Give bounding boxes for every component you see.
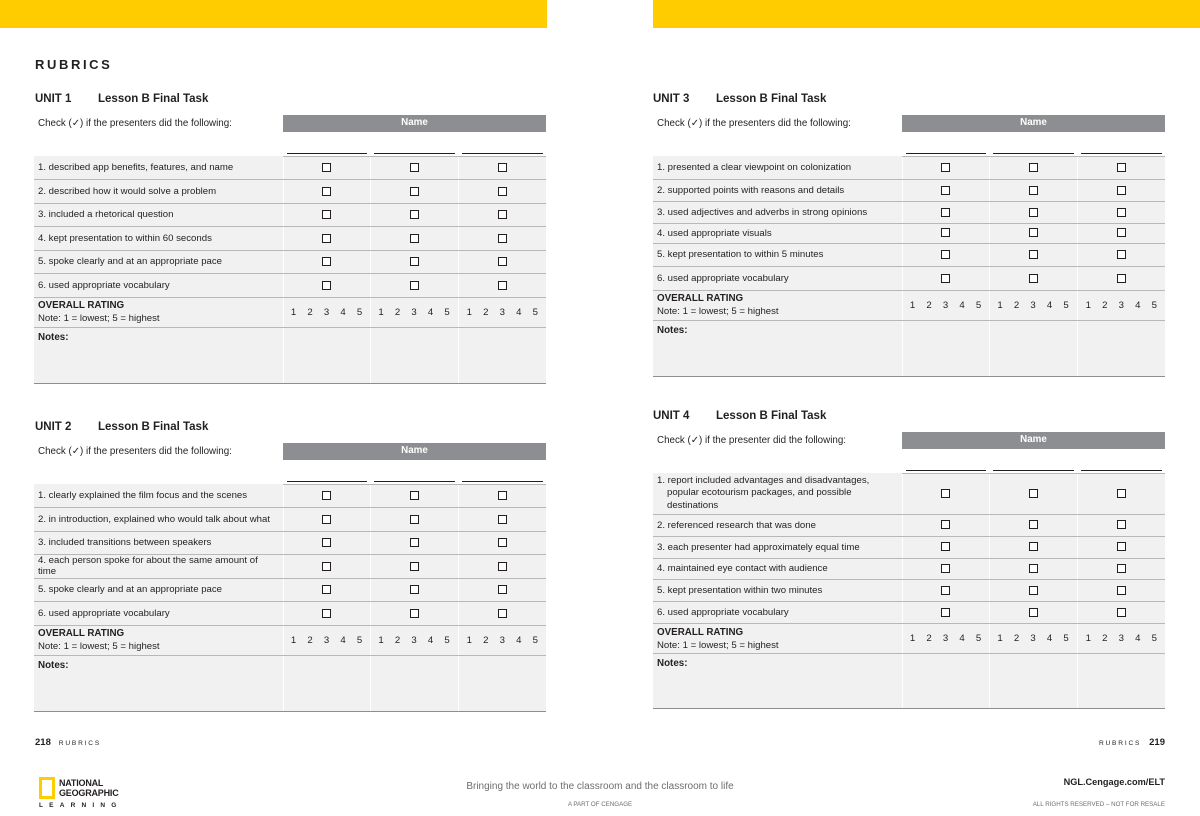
page-number: 219 [1149,737,1165,748]
notes-field[interactable] [989,654,1077,709]
checkbox[interactable] [1117,608,1126,617]
rating-scale[interactable]: 1 2 3 4 5 [378,306,450,318]
checkbox[interactable] [1117,274,1126,283]
checkbox[interactable] [410,609,419,618]
presenter-name-line[interactable] [374,136,455,154]
checkbox[interactable] [1117,542,1126,551]
rating-note: Note: 1 = lowest; 5 = highest [38,313,160,324]
rating-note: Note: 1 = lowest; 5 = highest [657,639,779,651]
checkbox[interactable] [1029,250,1038,259]
page-section-label: RUBRICS [58,740,102,747]
checkbox[interactable] [1029,520,1038,529]
checkbox[interactable] [498,257,507,266]
checkbox[interactable] [410,187,419,196]
rating-scale[interactable]: 1 2 3 4 5 [290,306,363,318]
checkbox[interactable] [498,538,507,547]
criterion-text: 5. spoke clearly and at an appropriate pace [34,578,283,602]
unit-3-rubric [653,115,1165,377]
overall-rating-label: OVERALL RATING [38,628,125,639]
checkbox[interactable] [410,491,419,500]
rating-note: Note: 1 = lowest; 5 = highest [38,641,160,652]
checkbox[interactable] [1029,586,1038,595]
checkbox[interactable] [410,281,419,290]
checkbox[interactable] [410,257,419,266]
rating-scale[interactable]: 1 2 3 4 5 [378,634,450,646]
top-yellow-bar-left [0,0,547,28]
unit-2-title [35,421,208,433]
website-link[interactable]: NGL.Cengage.com/ELT [1063,777,1165,787]
rubric-instruction: Check (✓) if the presenters did the following: [34,443,283,484]
unit-label: UNIT 3 [653,93,690,105]
rating-scale[interactable]: 1 2 3 4 5 [909,299,982,311]
lesson-label: Lesson B Final Task [716,410,827,422]
criterion-text: 3. included transitions between speakers [34,531,283,555]
checkbox[interactable] [941,228,950,237]
criterion-text: 5. spoke clearly and at an appropriate pace [34,250,283,274]
checkbox[interactable] [941,586,950,595]
rating-scale[interactable]: 1 2 3 4 5 [1085,633,1157,644]
checkbox[interactable] [498,609,507,618]
presenter-name-line[interactable] [462,136,544,154]
checkbox[interactable] [941,250,950,259]
checkbox[interactable] [1117,564,1126,573]
overall-rating-label: OVERALL RATING [38,300,125,311]
criterion-text: 6. used appropriate vocabulary [653,267,902,291]
presenter-name-line[interactable] [1081,136,1163,154]
notes-label: Notes: [38,331,69,343]
criterion-text: 3. used adjectives and adverbs in strong opinions [653,202,902,224]
notes-field[interactable] [1077,320,1165,376]
criterion-text: 6. used appropriate vocabulary [34,602,283,626]
criterion-text: 1. described app benefits, features, and name [34,156,283,180]
unit-1-title [35,93,208,105]
checkbox[interactable] [410,163,419,172]
presenter-name-line[interactable] [993,136,1074,154]
checkbox[interactable] [322,585,331,594]
notes-field[interactable] [902,654,989,709]
checkbox[interactable] [1029,274,1038,283]
name-header: Name [283,443,546,460]
criterion-text: 2. in introduction, explained who would talk about what [34,508,283,532]
criterion-text: 3. included a rhetorical question [34,203,283,227]
unit-label: UNIT 1 [35,93,72,105]
top-yellow-bar-right [653,0,1200,28]
checkbox[interactable] [498,163,507,172]
checkbox[interactable] [1117,186,1126,195]
checkbox[interactable] [322,609,331,618]
presenter-name-line[interactable] [906,453,986,471]
checkbox[interactable] [941,542,950,551]
criterion-text: 5. kept presentation to within 5 minutes [653,243,902,267]
checkbox[interactable] [1117,163,1126,172]
checkbox[interactable] [498,491,507,500]
checkbox[interactable] [1117,250,1126,259]
checkbox[interactable] [1029,489,1038,498]
presenter-name-line[interactable] [906,136,986,154]
notes-field[interactable] [370,327,458,383]
notes-label: Notes: [657,324,688,336]
checkbox[interactable] [941,608,950,617]
checkbox[interactable] [410,210,419,219]
criterion-text: 4. kept presentation to within 60 seconds [34,227,283,251]
checkbox[interactable] [1029,608,1038,617]
rating-scale[interactable]: 1 2 3 4 5 [466,634,538,646]
criterion-text: 6. used appropriate vocabulary [34,274,283,298]
checkbox[interactable] [1029,163,1038,172]
checkbox[interactable] [1029,542,1038,551]
checkbox[interactable] [498,515,507,524]
checkbox[interactable] [941,274,950,283]
checkbox[interactable] [322,515,331,524]
checkbox[interactable] [498,585,507,594]
checkbox[interactable] [1117,586,1126,595]
checkbox[interactable] [410,538,419,547]
checkbox[interactable] [1029,208,1038,217]
notes-field[interactable] [989,320,1077,376]
checkbox[interactable] [1029,186,1038,195]
overall-rating-label: OVERALL RATING [657,293,744,304]
unit-4-rubric [653,432,1165,709]
criterion-text: 3. each presenter had approximately equal time [653,536,902,558]
checkbox[interactable] [322,187,331,196]
notes-label: Notes: [657,658,688,669]
checkbox[interactable] [498,562,507,571]
rating-scale[interactable]: 1 2 3 4 5 [997,299,1069,311]
checkbox[interactable] [410,234,419,243]
presenter-name-line[interactable] [1081,453,1163,471]
presenter-name-line[interactable] [993,453,1074,471]
checkbox[interactable] [498,234,507,243]
unit-1-rubric [34,115,546,384]
left-page-footer [35,737,101,748]
rating-scale[interactable]: 1 2 3 4 5 [1085,299,1157,311]
checkbox[interactable] [941,186,950,195]
checkbox[interactable] [498,281,507,290]
rating-scale[interactable]: 1 2 3 4 5 [290,634,363,646]
presenter-name-line[interactable] [287,464,367,482]
checkbox[interactable] [322,562,331,571]
checkbox[interactable] [941,163,950,172]
checkbox[interactable] [1117,489,1126,498]
checkbox[interactable] [322,257,331,266]
logo-wordmark: NATIONAL GEOGRAPHIC [59,778,119,798]
name-header: Name [902,115,1165,132]
checkbox[interactable] [941,489,950,498]
unit-3-title [653,93,826,105]
rating-note: Note: 1 = lowest; 5 = highest [657,306,779,317]
notes-field[interactable] [458,327,546,383]
page-number: 218 [35,737,51,748]
checkbox[interactable] [941,520,950,529]
criterion-text: 6. used appropriate vocabulary [653,602,902,624]
rating-scale[interactable]: 1 2 3 4 5 [909,633,982,644]
checkbox[interactable] [941,564,950,573]
checkbox[interactable] [498,187,507,196]
tagline: Bringing the world to the classroom and the classroom to life [466,781,734,792]
checkbox[interactable] [410,562,419,571]
checkbox[interactable] [941,208,950,217]
cengage-note: A PART OF CENGAGE [567,801,633,808]
criterion-text: 2. referenced research that was done [653,514,902,536]
checkbox[interactable] [410,515,419,524]
unit-2-rubric [34,443,546,712]
rubric-instruction: Check (✓) if the presenter did the following: [653,432,902,473]
criterion-text: 1. clearly explained the film focus and the scenes [34,484,283,508]
checkbox[interactable] [322,234,331,243]
name-header: Name [902,432,1165,449]
overall-rating-label: OVERALL RATING [657,626,744,638]
notes-field[interactable] [902,320,989,376]
criterion-text: 5. kept presentation within two minutes [653,580,902,602]
notes-field[interactable] [283,655,370,711]
checkbox[interactable] [1029,564,1038,573]
notes-field[interactable] [370,655,458,711]
rubric-instruction: Check (✓) if the presenters did the following: [653,115,902,156]
presenter-name-line[interactable] [462,464,544,482]
notes-label: Notes: [38,659,69,671]
page-title: RUBRICS [35,57,113,72]
criterion-text: 4. maintained eye contact with audience [653,558,902,580]
checkbox[interactable] [410,585,419,594]
notes-field[interactable] [458,655,546,711]
rating-scale[interactable]: 1 2 3 4 5 [997,633,1069,644]
criterion-text: 1. report included advantages and disadvantages, popular ecotourism packages, and possible destinations [653,473,902,514]
logo-learning: LEARNING [39,802,123,809]
name-header: Name [283,115,546,132]
unit-label: UNIT 2 [35,421,72,433]
unit-4-title [653,410,826,422]
criterion-text: 1. presented a clear viewpoint on colonization [653,156,902,179]
criterion-text: 4. each person spoke for about the same amount of time [34,555,283,579]
presenter-name-line[interactable] [287,136,367,154]
checkbox[interactable] [1117,208,1126,217]
rating-scale[interactable]: 1 2 3 4 5 [466,306,538,318]
notes-field[interactable] [1077,654,1165,709]
checkbox[interactable] [322,210,331,219]
right-page-footer [1099,737,1165,748]
checkbox[interactable] [1117,520,1126,529]
presenter-name-line[interactable] [374,464,455,482]
page-section-label: RUBRICS [1098,740,1142,747]
checkbox[interactable] [322,281,331,290]
criterion-text: 4. used appropriate visuals [653,223,902,243]
checkbox[interactable] [322,538,331,547]
rights-notice: ALL RIGHTS RESERVED – NOT FOR RESALE [1032,801,1165,808]
lesson-label: Lesson B Final Task [716,93,827,105]
lesson-label: Lesson B Final Task [98,93,209,105]
notes-field[interactable] [283,327,370,383]
checkbox[interactable] [322,491,331,500]
unit-label: UNIT 4 [653,410,690,422]
rubric-instruction: Check (✓) if the presenters did the following: [34,115,283,156]
checkbox[interactable] [1029,228,1038,237]
checkbox[interactable] [498,210,507,219]
lesson-label: Lesson B Final Task [98,421,209,433]
criterion-text: 2. described how it would solve a problem [34,180,283,204]
criterion-text: 2. supported points with reasons and details [653,179,902,202]
checkbox[interactable] [322,163,331,172]
checkbox[interactable] [1117,228,1126,237]
